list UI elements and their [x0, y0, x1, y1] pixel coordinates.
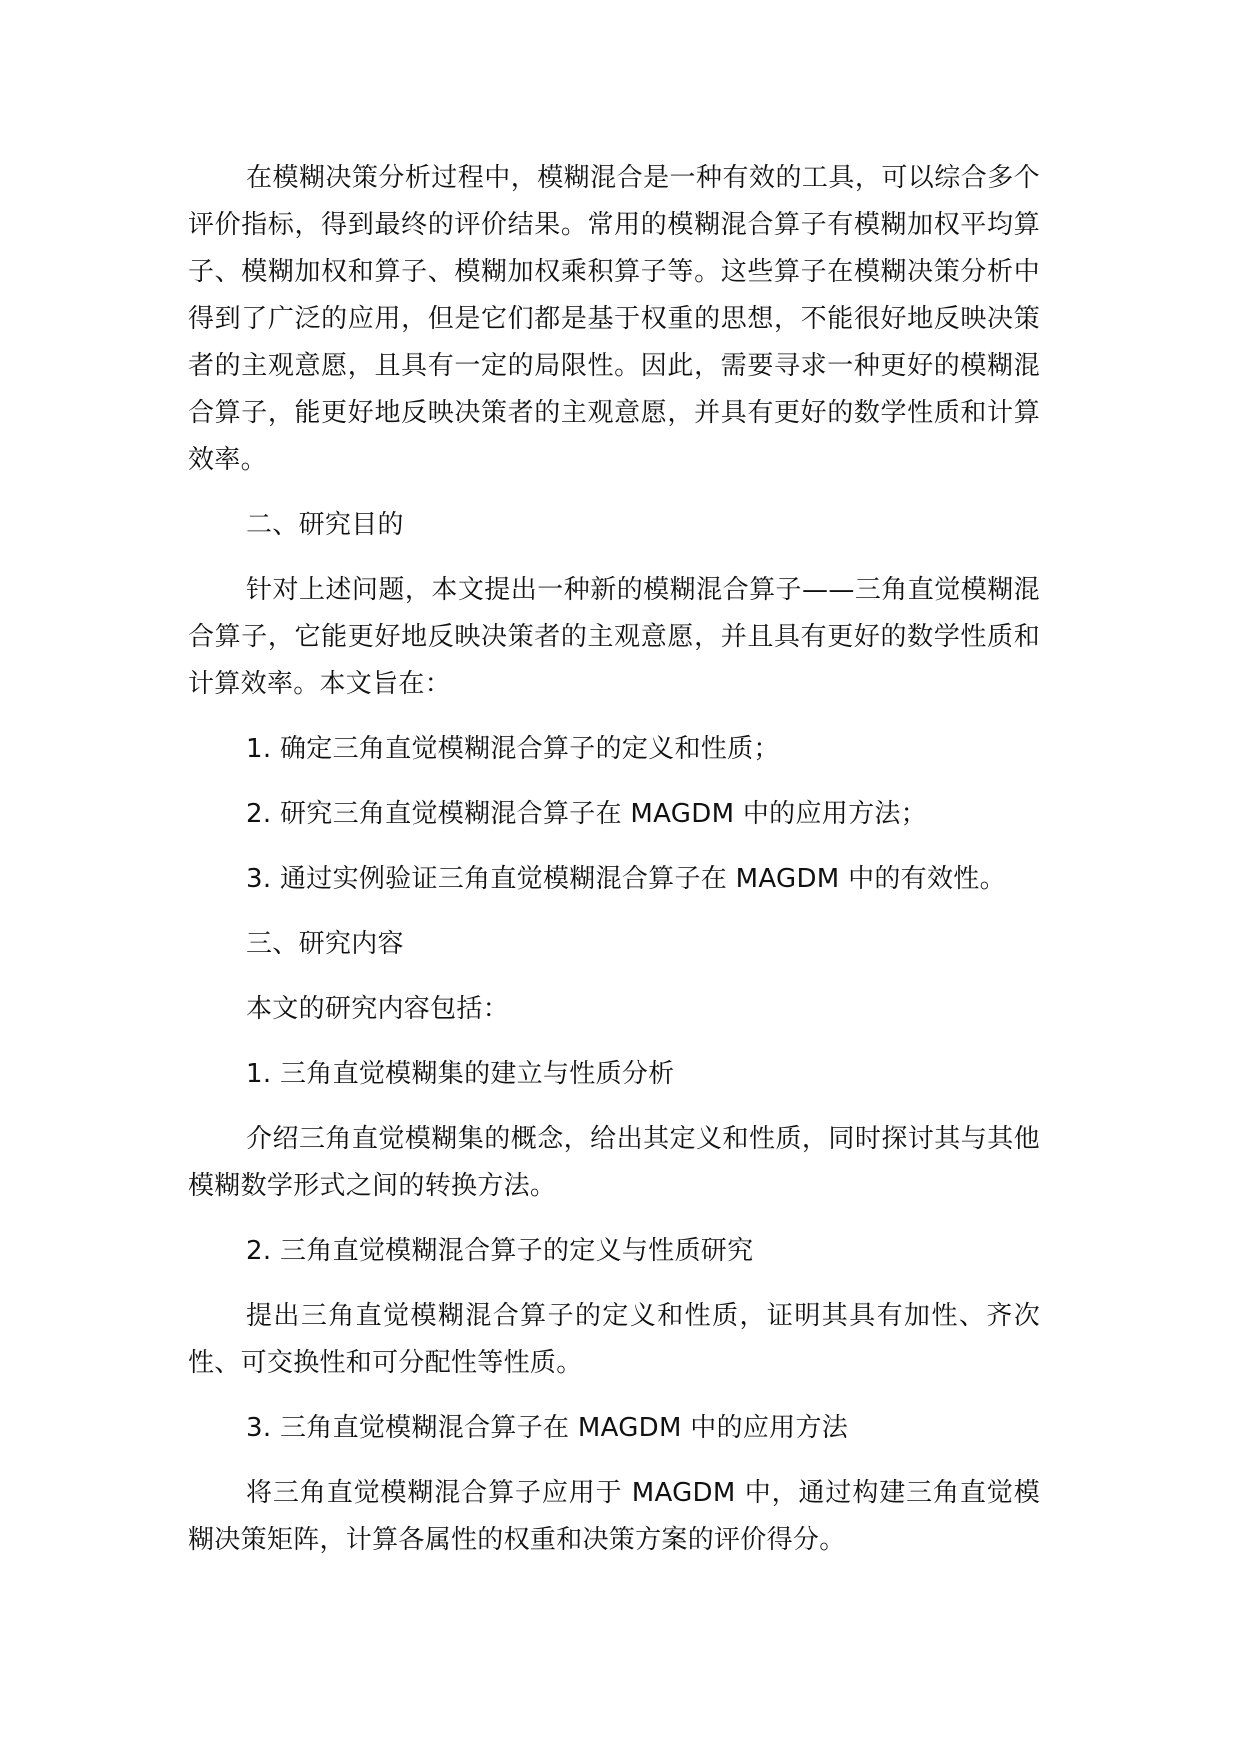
section-heading-research-purpose: 二、研究目的 [246, 510, 404, 540]
content-item-3-body: 将三角直觉模糊混合算子应用于 MAGDM 中，通过构建三角直觉模糊决策矩阵，计算各属性的权重和决策方案的评价得分。 [188, 1478, 1040, 1555]
document-body [188, 155, 1040, 1564]
content-item-1-body: 介绍三角直觉模糊集的概念，给出其定义和性质，同时探讨其与其他模糊数学形式之间的转换方法。 [188, 1124, 1040, 1201]
purpose-paragraph: 针对上述问题，本文提出一种新的模糊混合算子——三角直觉模糊混合算子，它能更好地反映决策者的主观意愿，并且具有更好的数学性质和计算效率。本文旨在： [188, 575, 1040, 699]
content-item-1-title: 1. 三角直觉模糊集的建立与性质分析 [246, 1059, 675, 1089]
content-item-2-body: 提出三角直觉模糊混合算子的定义和性质，证明其具有加性、齐次性、可交换性和可分配性等性质。 [188, 1301, 1040, 1378]
goal-item-1: 1. 确定三角直觉模糊混合算子的定义和性质； [246, 734, 780, 764]
goal-item-2: 2. 研究三角直觉模糊混合算子在 MAGDM 中的应用方法； [246, 799, 927, 829]
content-intro: 本文的研究内容包括： [246, 994, 510, 1024]
content-item-3-title: 3. 三角直觉模糊混合算子在 MAGDM 中的应用方法 [246, 1413, 849, 1443]
background-paragraph: 在模糊决策分析过程中，模糊混合是一种有效的工具，可以综合多个评价指标，得到最终的评价结果。常用的模糊混合算子有模糊加权平均算子、模糊加权和算子、模糊加权乘积算子等。这些算子在模糊决策分析中得到了广泛的应用，但是它们都是基于权重的思想，不能很好地反映决策者的主观意愿，且具有一定的局限性。因此，需要寻求一种更好的模糊混合算子，能更好地反映决策者的主观意愿，并具有更好的数学性质和计算效率。 [188, 163, 1040, 475]
goal-item-3: 3. 通过实例验证三角直觉模糊混合算子在 MAGDM 中的有效性。 [246, 864, 1006, 894]
content-item-2-title: 2. 三角直觉模糊混合算子的定义与性质研究 [246, 1236, 754, 1266]
section-heading-research-content: 三、研究内容 [246, 929, 404, 959]
